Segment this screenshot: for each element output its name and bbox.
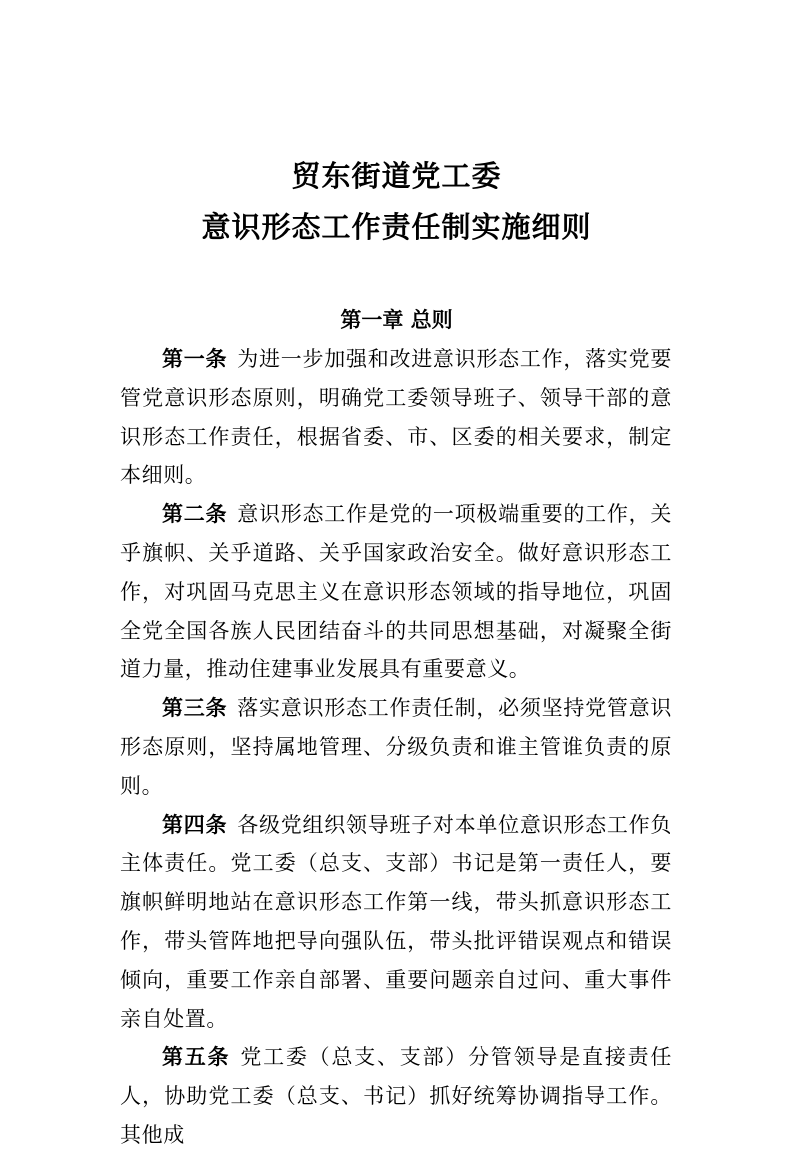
document-title-line1: 贸东街道党工委 [291,159,502,193]
article-2 [120,495,672,689]
article-5 [120,1038,672,1154]
document-title-line2: 意识形态工作责任制实施细则 [201,210,592,244]
article-label: 第四条 [162,812,228,837]
article-text: 意识形态工作是党的一项极端重要的工作，关乎旗帜、关乎道路、关乎国家政治安全。做好意识形态工作，对巩固马克思主义在意识形态领域的指导地位，巩固全党全国各族人民团结奋斗的共同思想基础，对凝聚全街道力量，推动住建事业发展具有重要意义。 [120,502,672,682]
article-3 [120,689,672,805]
article-label: 第五条 [162,1045,231,1070]
article-text: 落实意识形态工作责任制，必须坚持党管意识形态原则，坚持属地管理、分级负责和谁主管谁负责的原则。 [120,696,672,798]
article-label: 第一条 [162,347,228,371]
article-text: 党工委（总支、支部）分管领导是直接责任人，协助党工委（总支、书记）抓好统筹协调指导工作。其他成 [120,1045,672,1147]
article-1 [120,340,672,495]
article-label: 第二条 [162,502,228,527]
article-label: 第三条 [162,696,228,721]
article-4 [120,806,672,1039]
article-text: 为进一步加强和改进意识形态工作，落实党要管党意识形态原则，明确党工委领导班子、领导干部的意识形态工作责任，根据省委、市、区委的相关要求，制定本细则。 [120,347,672,488]
document-body [120,340,672,1155]
article-text: 各级党组织领导班子对本单位意识形态工作负主体责任。党工委（总支、支部）书记是第一责任人，要旗帜鲜明地站在意识形态工作第一线，带头抓意识形态工作，带头管阵地把导向强队伍，带头批评错误观点和错误倾向，重要工作亲自部署、重要问题亲自过问、重大事件亲自处置。 [120,812,672,1031]
chapter-heading: 第一章 总则 [340,308,453,332]
